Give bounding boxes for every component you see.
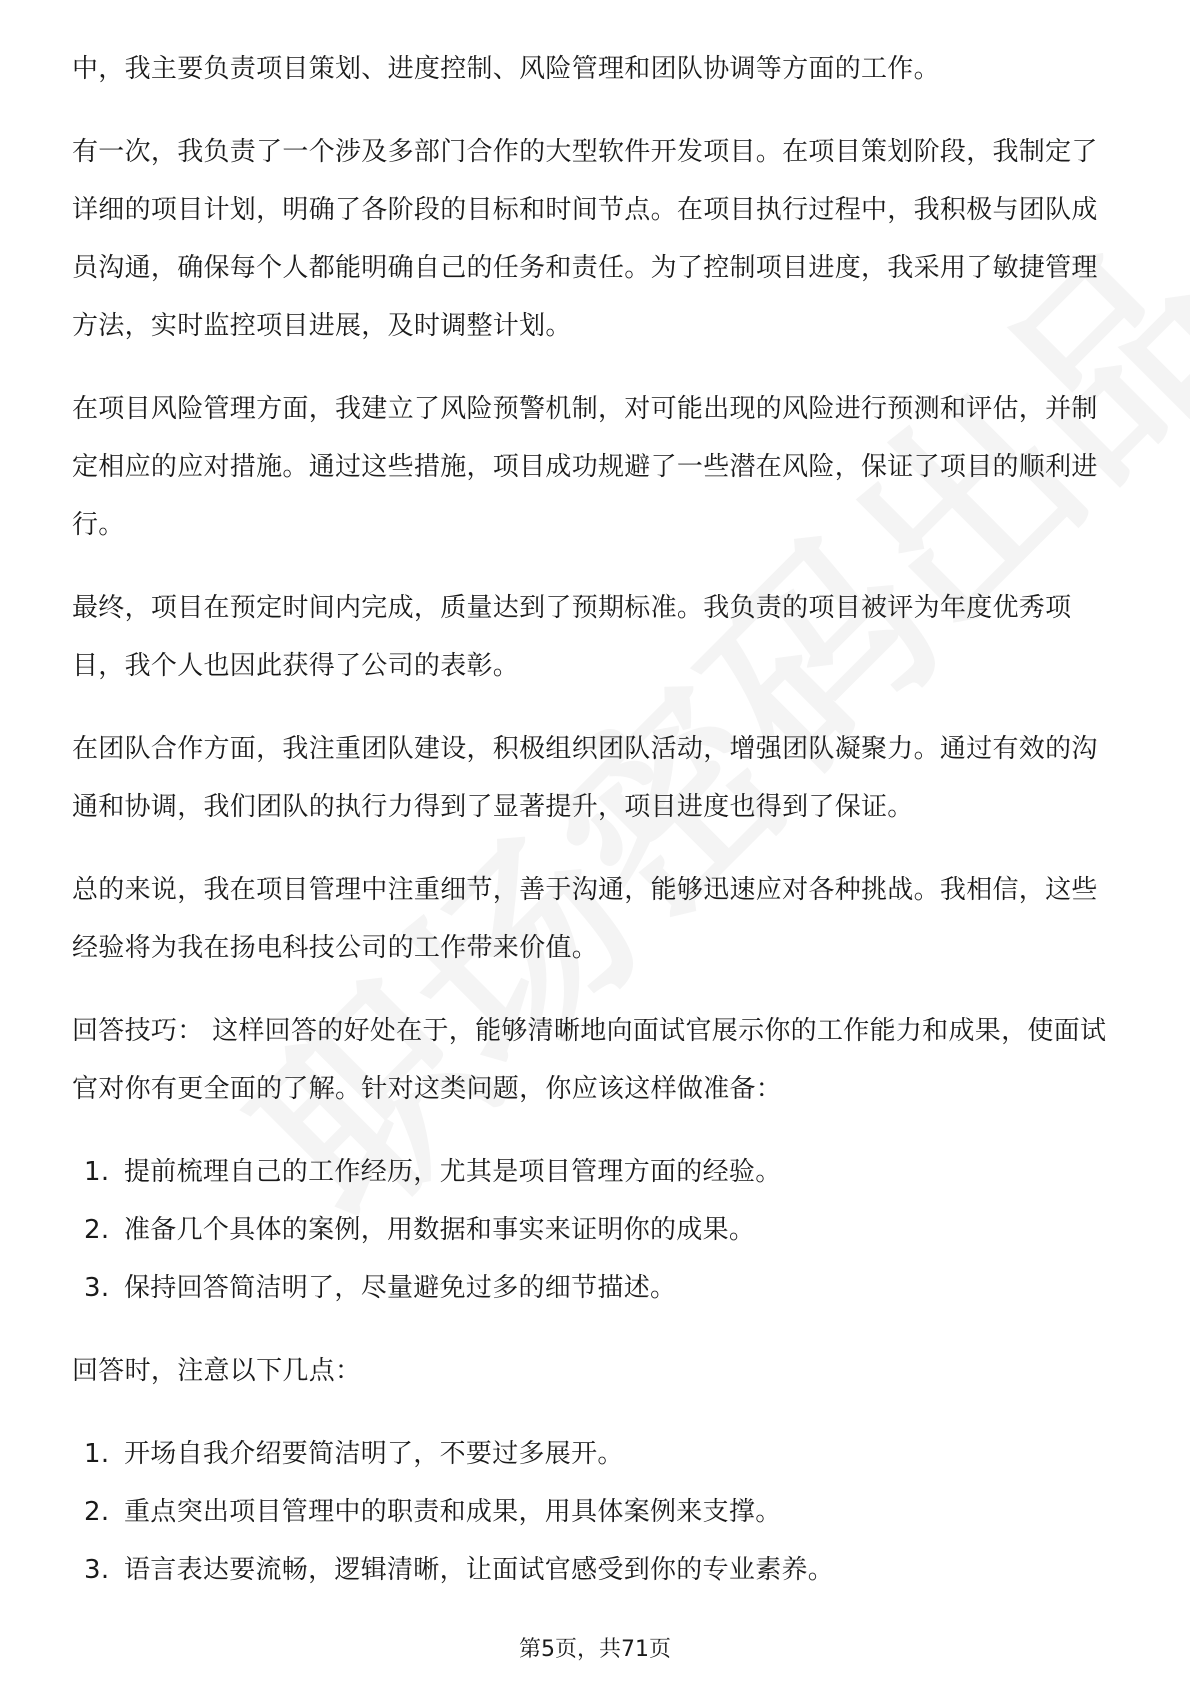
paragraph: 在团队合作方面，我注重团队建设，积极组织团队活动，增强团队凝聚力。通过有效的沟通和协调，我们团队的执行力得到了显著提升，项目进度也得到了保证。 bbox=[72, 734, 1098, 822]
list-text: 提前梳理自己的工作经历，尤其是项目管理方面的经验。 bbox=[124, 1157, 782, 1187]
page-footer: 第5页，共71页 bbox=[519, 1637, 671, 1662]
list-text: 准备几个具体的案例，用数据和事实来证明你的成果。 bbox=[124, 1215, 756, 1245]
list-number: 2. bbox=[84, 1215, 110, 1245]
list-item bbox=[72, 1143, 1122, 1201]
list-number: 3. bbox=[84, 1273, 110, 1303]
list-number: 3. bbox=[84, 1555, 110, 1585]
answer-tips-paragraph: 回答技巧： 这样回答的好处在于，能够清晰地向面试官展示你的工作能力和成果，使面试官对你有更全面的了解。针对这类问题，你应该这样做准备： bbox=[72, 1016, 1107, 1104]
paragraph: 有一次，我负责了一个涉及多部门合作的大型软件开发项目。在项目策划阶段，我制定了详细的项目计划，明确了各阶段的目标和时间节点。在项目执行过程中，我积极与团队成员沟通，确保每个人都能明确自己的任务和责任。为了控制项目进度，我采用了敏捷管理方法，实时监控项目进展，及时调整计划。 bbox=[72, 137, 1098, 341]
list-text: 语言表达要流畅，逻辑清晰，让面试官感受到你的专业素养。 bbox=[124, 1555, 835, 1585]
document-body bbox=[72, 40, 1122, 1624]
list-number: 2. bbox=[84, 1497, 110, 1527]
paragraph: 总的来说，我在项目管理中注重细节，善于沟通，能够迅速应对各种挑战。我相信，这些经验将为我在扬电科技公司的工作带来价值。 bbox=[72, 875, 1098, 963]
list-item bbox=[72, 1201, 1122, 1259]
list-text: 保持回答简洁明了，尽量避免过多的细节描述。 bbox=[124, 1273, 677, 1303]
list-item bbox=[72, 1425, 1122, 1483]
paragraph: 在项目风险管理方面，我建立了风险预警机制，对可能出现的风险进行预测和评估，并制定相应的应对措施。通过这些措施，项目成功规避了一些潜在风险，保证了项目的顺利进行。 bbox=[72, 394, 1098, 540]
list-number: 1. bbox=[84, 1157, 110, 1187]
paragraph: 回答时，注意以下几点： bbox=[72, 1356, 362, 1386]
list-item bbox=[72, 1483, 1122, 1541]
list-number: 1. bbox=[84, 1439, 110, 1469]
list-item bbox=[72, 1541, 1122, 1599]
list-text: 重点突出项目管理中的职责和成果，用具体案例来支撑。 bbox=[124, 1497, 782, 1527]
preparation-list bbox=[72, 1143, 1122, 1317]
paragraph: 最终，项目在预定时间内完成，质量达到了预期标准。我负责的项目被评为年度优秀项目，我个人也因此获得了公司的表彰。 bbox=[72, 593, 1072, 681]
paragraph: 中，我主要负责项目策划、进度控制、风险管理和团队协调等方面的工作。 bbox=[72, 54, 940, 84]
list-text: 开场自我介绍要简洁明了，不要过多展开。 bbox=[124, 1439, 624, 1469]
list-item bbox=[72, 1259, 1122, 1317]
attention-points-list bbox=[72, 1425, 1122, 1599]
